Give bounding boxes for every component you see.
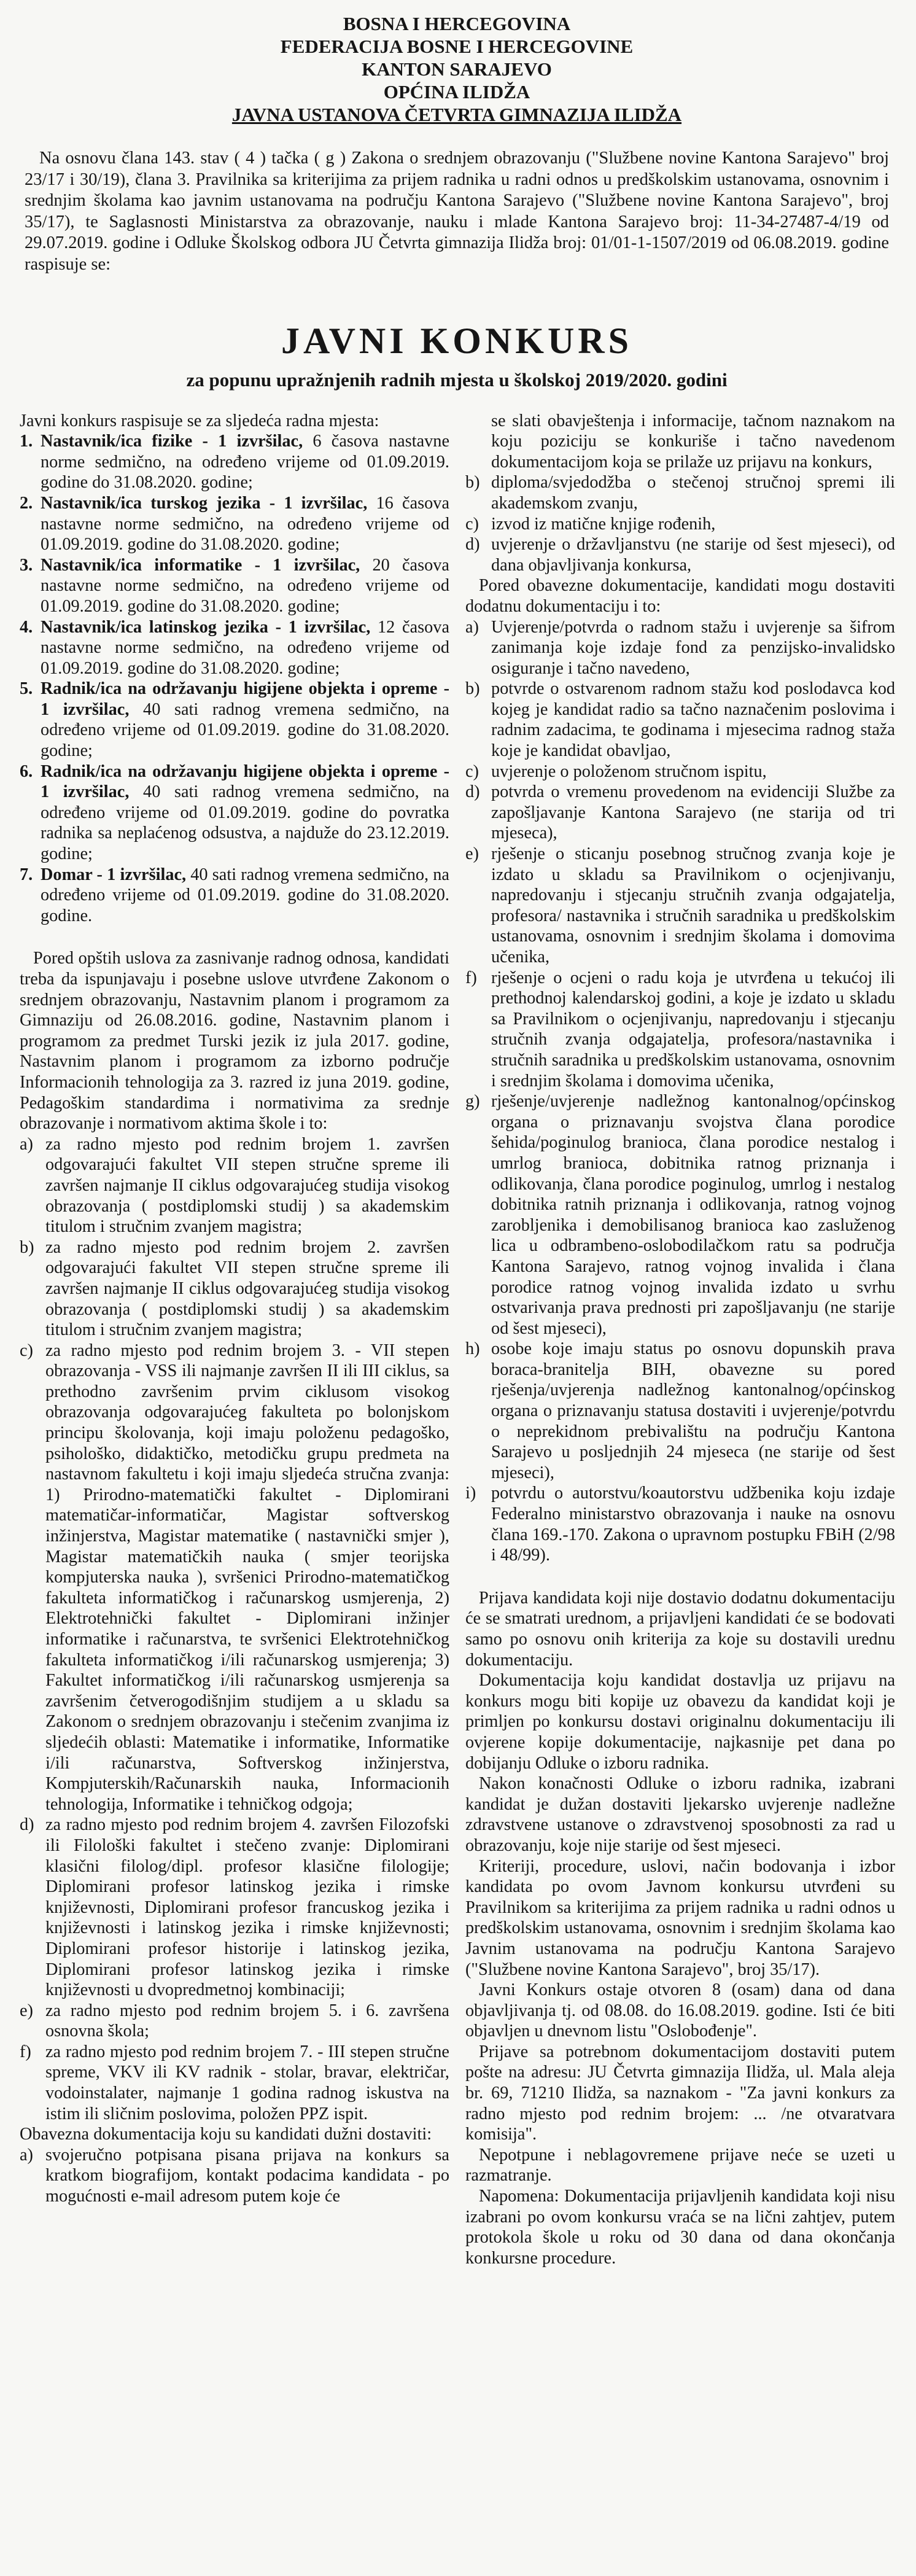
- note-paragraph: Napomena: Dokumentacija prijavljenih kandidata koji nisu izabrani po ovom konkursu vraća se na lični zahtjev, putem protokola škole u roku od 30 dana od dana okončanja konkursne procedure.: [465, 2187, 895, 2268]
- additional-intro: Pored obavezne dokumentacije, kandidati mogu dostaviti dodatnu dokumentaciju i to:: [465, 576, 895, 616]
- header-country: BOSNA I HERCEGOVINA: [343, 13, 571, 34]
- additional-letter: f): [465, 968, 477, 987]
- conditions-intro: Pored opštih uslova za zasnivanje radnog odnosa, kandidati treba da ispunjavaju i posebne uslove utvrđene Zakonom o srednjem obrazovanju, Nastavnim planom i programom za Gimnaziju od 26.08.2016. godine, Nastavnim planom i programom za predmet Turski jezik iz jula 2017. godine, Nastavnim planom i programom za izborno područje Informacionih tehnologija za 3. razred iz juna 2019. godine, Pedagoškim standardima i normativima za srednje obrazovanje i normativom aktima škole i to:: [20, 949, 449, 1134]
- position-title: Radnik/ica na održavanju higijene objekta i opreme - 1 izvršilac,: [41, 761, 449, 802]
- condition-item: [20, 2001, 449, 2042]
- document-title: JAVNI KONKURS: [281, 320, 632, 361]
- position-details: 12 časova nastavne norme sedmično, na određeno vrijeme od 01.09.2019. godine do 31.08.2020. godine;: [41, 617, 450, 678]
- condition-text: za radno mjesto pod rednim brojem 2. završen odgovarajući fakultet VII stepen stručne spreme ili završen najmanje II ciklus odgovarajućeg studija visokog obrazovanja ( postdiplomski studij ) sa akademskim titulom i stručnim zvanjem magistra;: [45, 1237, 449, 1340]
- document-text: se slati obavještenja i informacije, tačnom naznakom na koju poziciju se konkuriše i tačno navedenom dokumentacijom koja se prilaže uz prijavu na konkurs,: [491, 411, 895, 472]
- condition-letter: c): [20, 1341, 33, 1360]
- document-letter: c): [465, 514, 479, 534]
- note-paragraph: Nakon konačnosti Odluke o izboru radnika, izabrani kandidat je dužan dostaviti ljekarsko uvjerenje nadležne zdravstvene ustanove o zdravstvenoj sposobnosti za rad u obrazovanju, koje nije starije od šest mjeseci.: [465, 1774, 895, 1855]
- additional-item: [465, 844, 895, 968]
- right-column: [465, 411, 895, 2269]
- document-text: uvjerenje o državljanstvu (ne starije od šest mjeseci), od dana objavljivanja konkursa,: [491, 535, 895, 575]
- additional-letter: i): [465, 1484, 476, 1503]
- positions-list: [20, 431, 449, 926]
- position-title: Domar - 1 izvršilac,: [41, 865, 187, 884]
- documents-list: [465, 411, 895, 576]
- document-item: [465, 514, 895, 535]
- additional-text: uvjerenje o položenom stručnom ispitu,: [491, 761, 767, 781]
- condition-letter: f): [20, 2042, 31, 2061]
- positions-intro: Javni konkurs raspisuje se za sljedeća radna mjesta:: [20, 411, 379, 430]
- document-item: [465, 534, 895, 575]
- position-details: 20 časova nastavne norme sedmično, na određeno vrijeme od 01.09.2019. godine do 31.08.2020. godine;: [41, 555, 449, 616]
- document-text: diploma/svjedodžba o stečenoj stručnoj spremi ili akademskom zvanju,: [491, 473, 895, 513]
- additional-letter: e): [465, 844, 479, 864]
- additional-item: [465, 761, 895, 782]
- additional-letter: h): [465, 1339, 480, 1359]
- header-canton: KANTON SARAJEVO: [362, 58, 552, 80]
- condition-letter: d): [20, 1815, 34, 1835]
- header-institution: JAVNA USTANOVA ČETVRTA GIMNAZIJA ILIDŽA: [231, 104, 682, 125]
- condition-text: za radno mjesto pod rednim brojem 4. završen Filozofski ili Filološki fakultet i stečeno zvanje: Diplomirani klasični filolog/dipl. profesor klasične filologije; Diplomirani profesor latinskog jezika i rimske književnosti, Diplomirani profesor francuskog jezika i književnosti i latinskog jezika i rimske književnosti; Diplomirani profesor historije i latinskog jezika, Diplomirani profesor latinskog jezika i rimske književnosti u dvopredmetnoj kombinaciji;: [45, 1815, 449, 2000]
- document-item-continued: [465, 411, 895, 473]
- document-letter: a): [20, 2145, 33, 2165]
- conditions-list: [20, 1134, 449, 2125]
- position-number: 5.: [20, 679, 33, 699]
- position-number: 3.: [20, 555, 33, 575]
- position-details: 6 časova nastavne norme sedmično, na određeno vrijeme od 01.09.2019. godine do 31.08.2020. godine;: [41, 432, 450, 492]
- document-text: izvod iz matične knjige rođenih,: [491, 514, 716, 534]
- header-municipality: OPĆINA ILIDŽA: [383, 81, 530, 103]
- additional-text: rješenje/uvjerenje nadležnog kantonalnog/općinskog organa o priznavanju svojstva člana porodice šehida/poginulog branioca, člana porodice nestalog i umrlog branioca, dobitnika ratnog priznanja i odlikovanja, člana porodice poginulog, umrlog i nestalog dobitnika ratnih priznanja i odlikovanja, ratnog vojnog zarobljenika i demobilisanog branioca kao zasluženog lica u odbrambeno-oslobodilačkom ratu sa područja Kantona Sarajevo, ratnog vojnog invalida i člana porodice ratnog vojnog invalida izdato u svrhu ostvarivanja prava prednosti pri zapošljavanju (ne starije od šest mjeseci),: [491, 1092, 895, 1338]
- content-columns: [16, 411, 898, 2269]
- additional-text: potvrde o ostvarenom radnom stažu kod poslodavca kod kojeg je kandidat radio sa tačno naznačenim poslovima i radnim zadacima, te godinama i mjesecima radnog staža koje je kandidat obavljao,: [491, 679, 895, 761]
- position-number: 2.: [20, 493, 33, 513]
- position-item: [20, 617, 449, 679]
- document-subtitle: za popunu upražnjenih radnih mjesta u školskoj 2019/2020. godini: [186, 368, 728, 391]
- document-item: [465, 472, 895, 513]
- position-details: 16 časova nastavne norme sedmično, na određeno vrijeme od 01.09.2019. godine do 31.08.2020. godine;: [41, 493, 449, 555]
- condition-letter: a): [20, 1134, 33, 1154]
- condition-item: [20, 2042, 449, 2124]
- additional-item: [465, 1339, 895, 1483]
- note-paragraph: Javni Konkurs ostaje otvoren 8 (osam) dana od dana objavljivanja tj. od 08.08. do 16.08.2019. godine. Isti će biti objavljen u dnevnom listu "Oslobođenje".: [465, 1980, 895, 2041]
- position-title: Radnik/ica na održavanju higijene objekta i opreme - 1 izvršilac,: [41, 679, 449, 719]
- position-number: 7.: [20, 865, 33, 884]
- position-item: [20, 679, 449, 761]
- header-federation: FEDERACIJA BOSNE I HERCEGOVINE: [280, 36, 634, 57]
- condition-text: za radno mjesto pod rednim brojem 3. - VII stepen obrazovanja - VSS ili najmanje završen II ili III ciklus, sa prethodno završenim prvim ciklusom visokog obrazovanja odgovarajućeg fakulteta po bolonjskom principu školovanja, koji imaju položenu pedagoško, psihološko, didaktičko, metodičku grupu predmeta na nastavnom fakultetu i koji imaju sljedeća stručna zvanja: 1) Prirodno-matematički fakultet - Diplomirani matematičar-informatičar, Magistar softverskog inžinjerstva, Magistar matematike ( nastavnički smjer ), Magistar matematičkih nauka ( smjer teorijska kompjuterska nauka ), svršenici Prirodno-matematičkog fakulteta informatičkog i računarskog usmjerenja, 2) Elektrotehnički fakultet - Diplomirani inžinjer informatike i računarstva, te svršenici Elektrotehničkog fakulteta informatičkog i/ili računarskog usmjerenja; 3) Fakultet informatičkog i/ili računarskog usmjerenja sa završenim četverogodišnjim studijem a u skladu sa Zakonom o srednjem obrazovanju i stečenim zvanjima iz sljedećih oblasti: Matematike i informatike, Informatike i/ili računarstva, Softverskog inžinjerstva, Kompjuterskih/Računarskih nauka, Informacionih tehnologija, Informatike i tehničkog odgoja;: [45, 1341, 449, 1814]
- additional-item: [465, 1483, 895, 1565]
- condition-item: [20, 1341, 449, 1815]
- additional-text: osobe koje imaju status po osnovu dopunskih prava boraca-branitelja BIH, obavezne su pored rješenja/uvjerenja nadležnog kantonalnog/općinskog organa o priznavanju statusa dostaviti i uvjerenje/potvrdu o neprekidnom prebivalištu na području Kantona Sarajevo u posljednjih 24 mjeseca (ne starije od šest mjeseci),: [491, 1339, 895, 1482]
- position-details: 40 sati radnog vremena sedmično, na određeno vrijeme od 01.09.2019. godine do povratka radnika sa neplaćenog odsustva, a najduže do 23.12.2019. godine;: [41, 782, 449, 864]
- position-item: [20, 493, 449, 555]
- position-item: [20, 555, 449, 617]
- condition-letter: e): [20, 2001, 33, 2020]
- additional-letter: b): [465, 679, 480, 699]
- condition-text: za radno mjesto pod rednim brojem 7. - III stepen stručne spreme, VKV ili KV radnik - stolar, bravar, električar, vodoinstalater, najmanje 1 godina radnog iskustva na istim ili sličnim poslovima, položen PPZ ispit.: [45, 2042, 449, 2123]
- note-paragraph: Dokumentacija koju kandidat dostavlja uz prijavu na konkurs mogu biti kopije uz obavezu da kandidat koji je primljen po konkursu dostavi originalnu dokumentaciju ili ovjerene kopije dokumentacije, najkasnije pet dana po dobijanju Odluke o izboru radnika.: [465, 1671, 895, 1773]
- documents-intro: Obavezna dokumentacija koju su kandidati dužni dostaviti:: [20, 2125, 432, 2144]
- position-item: [20, 431, 449, 493]
- condition-item: [20, 1134, 449, 1237]
- note-paragraph: Prijave sa potrebnom dokumentacijom dostaviti putem pošte na adresu: JU Četvrta gimnazija Ilidža, ul. Mala aleja br. 69, 71210 Ilidža, sa naznakom - "Za javni konkurs za radno mjesto pod rednim brojem: ... /ne otvaratvara komisija".: [465, 2042, 895, 2144]
- document-letter: d): [465, 535, 480, 555]
- additional-text: potvrda o vremenu provedenom na evidenciji Službe za zapošljavanje Kantona Sarajevo (ne starija od tri mjeseca),: [491, 782, 895, 843]
- additional-item: [465, 782, 895, 844]
- additional-letter: d): [465, 782, 480, 802]
- additional-letter: c): [465, 761, 479, 781]
- additional-item: [465, 968, 895, 1092]
- left-column: [20, 411, 449, 2269]
- condition-item: [20, 1815, 449, 2000]
- additional-text: Uvjerenje/potvrda o radnom stažu i uvjerenje sa šifrom zanimanja koje izdaje fond za penzijsko-invalidsko osiguranje i tačno navedeno,: [491, 617, 895, 678]
- position-number: 6.: [20, 761, 33, 781]
- position-item: [20, 761, 449, 865]
- document-text: svojeručno potpisana pisana prijava na konkurs sa kratkom biografijom, kontakt podacima kandidata - po mogućnosti e-mail adresom putem koje će: [45, 2145, 449, 2206]
- position-title: Nastavnik/ica turskog jezika - 1 izvršilac,: [41, 493, 368, 513]
- additional-text: rješenje o ocjeni o radu koja je utvrđena u tekućoj ili prethodnoj kalendarskoj godini, a koje je izdato u skladu sa Pravilnikom o ocjenjivanju, napredovanju i stjecanju stručnih zvanja odgajatelja, profesora/nastavnika i stručnih saradnika u predškolskim ustanovama, osnovnim i srednjim školama i domovima učenika,: [491, 968, 895, 1091]
- note-paragraph: Nepotpune i neblagovremene prijave neće se uzeti u razmatranje.: [465, 2145, 895, 2185]
- condition-letter: b): [20, 1237, 34, 1257]
- additional-letter: g): [465, 1092, 480, 1111]
- additional-item: [465, 1091, 895, 1339]
- position-title: Nastavnik/ica informatike - 1 izvršilac,: [41, 555, 360, 575]
- additional-item: [465, 617, 895, 679]
- note-paragraph: Kriteriji, procedure, uslovi, način bodovanja i izbor kandidata po ovom Javnom konkursu utvrđeni su Pravilnikom sa kriterijima za prijem radnika u radni odnos u predškolskim ustanovama, osnovnim i srednjim školama kao Javnim ustanovama na području Kantona Sarajevo ("Službene novine Kantona Sarajevo", broj 35/17).: [465, 1856, 895, 1979]
- condition-item: [20, 1237, 449, 1341]
- intro-paragraph: Na osnovu člana 143. stav ( 4 ) tačka ( g ) Zakona o srednjem obrazovanju ("Službene novine Kantona Sarajevo" broj 23/17 i 30/19), člana 3. Pravilnika sa kriterijima za prijem radnika u radni odnos u predškolskim ustanovama, osnovnim i srednjim školama kao javnim ustanovama na području Kantona Sarajevo ("Službene novine Kantona Sarajevo", broj 35/17), te Saglasnosti Ministarstva za obrazovanje, nauku i mlade Kantona Sarajevo broj: 11-34-27487-4/19 od 29.07.2019. godine i Odluke Školskog odbora JU Četvrta gimnazija Ilidža broj: 01/01-1-1507/2019 od 06.08.2019. godine raspisuje se:: [25, 149, 889, 274]
- document-letter: b): [465, 473, 480, 492]
- additional-documents-list: [465, 617, 895, 1566]
- position-title: Nastavnik/ica latinskog jezika - 1 izvršilac,: [41, 617, 371, 637]
- condition-text: za radno mjesto pod rednim brojem 1. završen odgovarajući fakultet VII stepen stručne spreme ili završen najmanje II ciklus odgovarajućeg studija visokog obrazovanja ( postdiplomski studij ) sa akademskim titulom i stručnim zvanjem magistra;: [45, 1134, 449, 1237]
- additional-text: potvrdu o autorstvu/koautorstvu udžbenika koju izdaje Federalno ministarstvo obrazovanja i nauke na osnovu člana 169.-170. Zakona o upravnom postupku FBiH (2/98 i 48/99).: [491, 1484, 895, 1565]
- note-paragraph: Prijava kandidata koji nije dostavio dodatnu dokumentaciju će se smatrati urednom, a prijavljeni kandidati će se bodovati samo po osnovu onih kriterija za koje su dostavili urednu dokumentaciju.: [465, 1588, 895, 1670]
- document-header: [16, 12, 898, 126]
- document-item: [20, 2145, 449, 2207]
- condition-text: za radno mjesto pod rednim brojem 5. i 6. završena osnovna škola;: [45, 2001, 449, 2041]
- position-number: 1.: [20, 432, 33, 451]
- additional-text: rješenje o sticanju posebnog stručnog zvanja koje je izdato u skladu sa Pravilnikom o ocjenjivanju, napredovanju i stjecanju stručnih zvanja odgajatelja, profesora/ nastavnika i stručnih saradnika u predškolskim ustanovama, osnovnim i srednjim školama i domovima učenika,: [491, 844, 895, 967]
- position-item: [20, 865, 449, 927]
- position-title: Nastavnik/ica fizike - 1 izvršilac,: [41, 432, 303, 451]
- documents-list-start: [20, 2145, 449, 2207]
- additional-item: [465, 679, 895, 761]
- additional-letter: a): [465, 617, 479, 637]
- position-details: 40 sati radnog vremena sedmično, na određeno vrijeme od 01.09.2019. godine do 31.08.2020. godine;: [41, 699, 449, 761]
- position-details: 40 sati radnog vremena sedmično, na određeno vrijeme od 01.09.2019. godine do 31.08.2020. godine.: [41, 865, 449, 925]
- position-number: 4.: [20, 617, 33, 637]
